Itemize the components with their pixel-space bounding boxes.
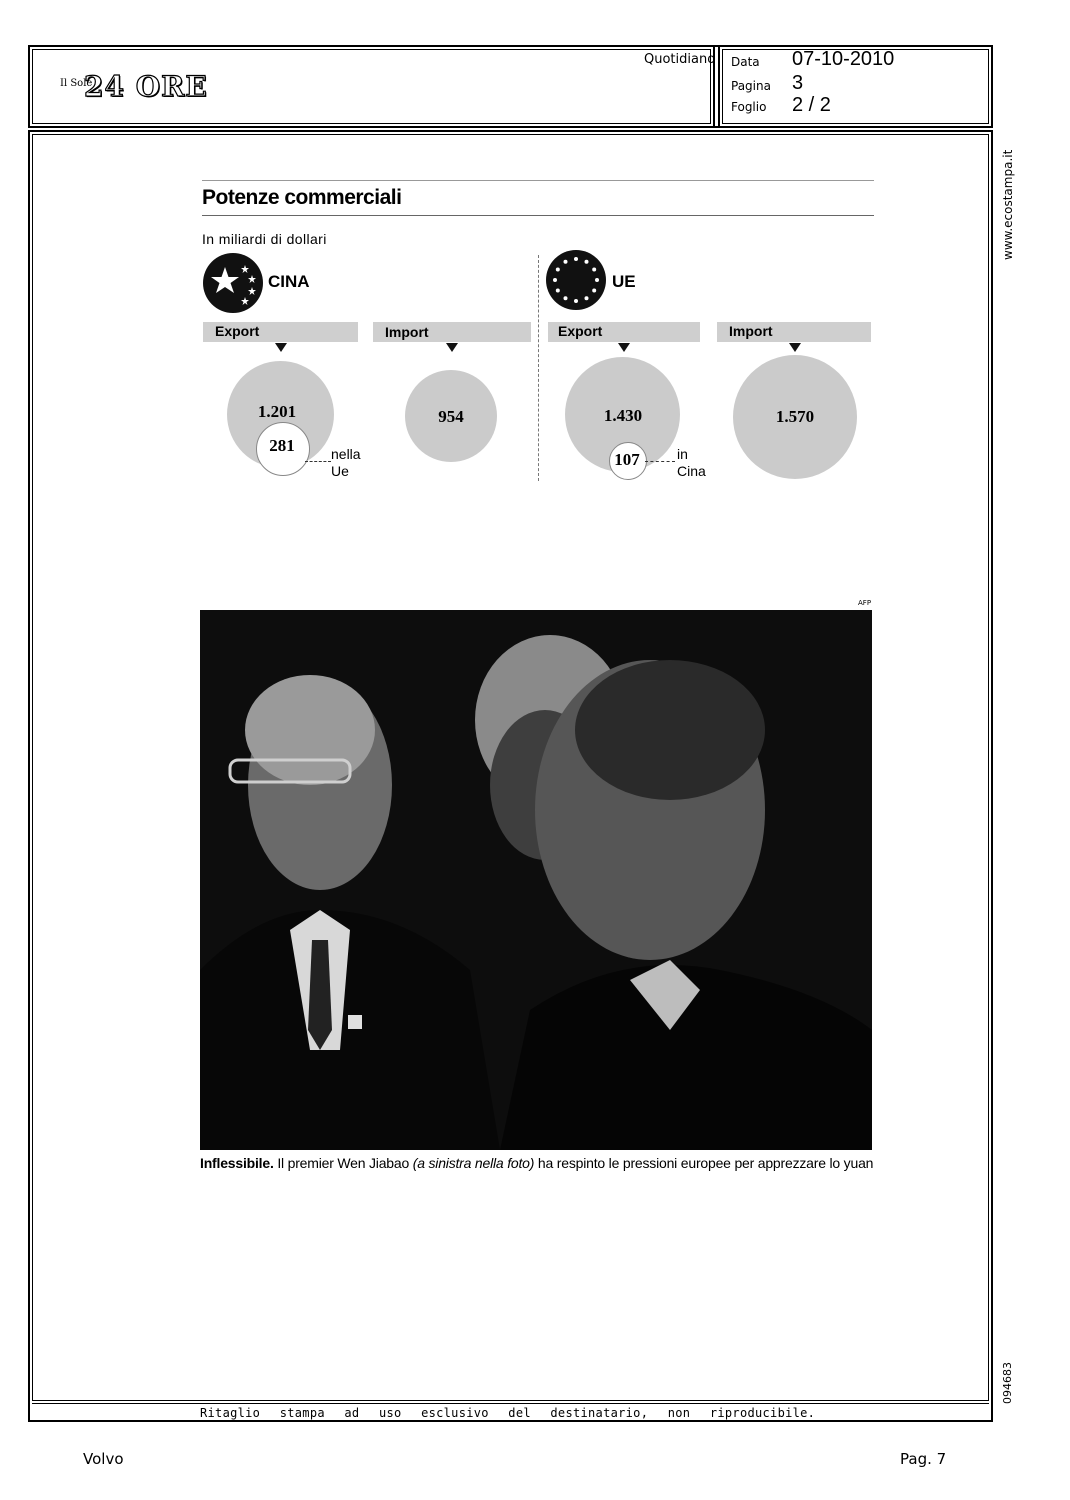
- caption-italic: (a sinistra nella foto): [412, 1155, 535, 1171]
- page-number: Pag. 7: [900, 1450, 947, 1468]
- value-import-cina: 954: [438, 407, 464, 426]
- annotation-line2-ue: Cina: [677, 463, 706, 479]
- annotation-line1-ue: in: [677, 446, 688, 462]
- group-label-ue: UE: [612, 272, 636, 291]
- annotation-line2-cina: Ue: [331, 463, 349, 479]
- caption-lead: Inflessibile.: [200, 1155, 274, 1171]
- chart-group-divider: [538, 255, 539, 481]
- arrow-down-icon: [275, 343, 287, 352]
- publication-type: Quotidiano: [644, 52, 716, 67]
- logo-small-text: Il Sole: [60, 78, 93, 89]
- pagina-label: Pagina: [731, 79, 771, 93]
- clipping-disclaimer: Ritaglio stampa ad uso esclusivo del destinatario, non riproducibile.: [200, 1406, 816, 1420]
- group-label-cina: CINA: [268, 272, 310, 291]
- value-import-ue: 1.570: [775, 407, 815, 426]
- foglio-label: Foglio: [731, 100, 767, 114]
- caption-text: Il premier Wen Jiabao: [273, 1155, 413, 1171]
- export-label-cina: Export: [215, 323, 260, 339]
- header-divider: [718, 45, 720, 128]
- annotation-line1-cina: nella: [331, 446, 361, 462]
- chart-title-rule: [202, 215, 874, 216]
- arrow-down-icon: [618, 343, 630, 352]
- news-photo: [200, 610, 872, 1150]
- value-partner-cina: 281: [269, 436, 295, 455]
- chart-top-rule: [202, 180, 874, 181]
- side-code: 094683: [1001, 1362, 1014, 1404]
- photo-credit: AFP: [858, 599, 872, 607]
- footer-divider: [32, 1403, 989, 1404]
- value-export-ue: 1.430: [603, 406, 643, 425]
- foglio-value: 2 / 2: [792, 94, 831, 116]
- value-export-cina: 1.201: [257, 402, 297, 421]
- annotation-leader-line: [645, 461, 675, 463]
- import-label-cina: Import: [385, 324, 429, 340]
- arrow-down-icon: [789, 343, 801, 352]
- photo-caption: [200, 1155, 873, 1171]
- caption-text: ha respinto le pressioni europee per apprezzare lo yuan: [534, 1155, 874, 1171]
- value-partner-ue: 107: [614, 450, 640, 469]
- export-label-ue: Export: [558, 323, 603, 339]
- import-label-ue: Import: [729, 323, 773, 339]
- chart-title: Potenze commerciali: [202, 186, 402, 209]
- data-label: Data: [731, 55, 760, 69]
- eu-flag-icon: [546, 250, 606, 310]
- client-name: Volvo: [83, 1450, 124, 1468]
- data-value: 07-10-2010: [792, 48, 895, 70]
- chart-subtitle: In miliardi di dollari: [202, 231, 327, 247]
- pagina-value: 3: [792, 72, 804, 94]
- side-website: www.ecostampa.it: [1001, 149, 1015, 260]
- arrow-down-icon: [446, 343, 458, 352]
- newspaper-logo: 24 ORE: [84, 70, 208, 103]
- china-flag-icon: [203, 253, 263, 313]
- annotation-leader-line: [305, 461, 331, 463]
